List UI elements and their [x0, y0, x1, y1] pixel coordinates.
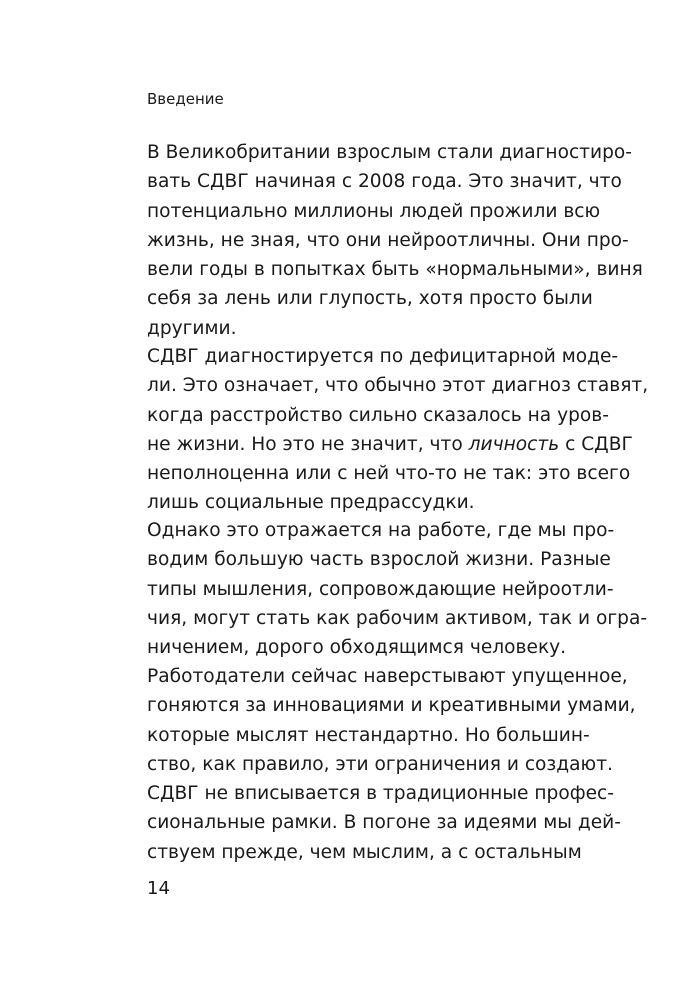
text-line: типы мышления, сопровождающие нейроотли- — [147, 578, 614, 600]
text-line: ство, как правило, эти ограничения и создают. — [147, 753, 613, 775]
text-line: ничением, дорого обходящимся человеку. — [147, 637, 567, 659]
text-span: не жизни. Но это не значит, что — [147, 433, 469, 455]
text-line: СДВГ не вписывается в традиционные профес- — [147, 783, 614, 805]
text-line: Однако это отражается на работе, где мы про- — [147, 520, 615, 541]
text-line: ли. Это означает, что обычно этот диагноз ставят, — [147, 375, 649, 397]
text-line: водим большую часть взрослой жизни. Разные — [147, 549, 611, 571]
text-line: сиональные рамки. В погоне за идеями мы дей- — [147, 812, 621, 834]
paragraph — [147, 342, 649, 518]
paragraph — [147, 662, 636, 867]
text-line: вели годы в попытках быть «нормальными», виня — [147, 259, 643, 281]
paragraph — [147, 516, 648, 662]
text-line: чия, могут стать как рабочим активом, так и огра- — [147, 607, 648, 629]
text-line: потенциально миллионы людей прожили всю — [147, 200, 601, 222]
running-header: Введение — [147, 90, 224, 108]
text-line: ствуем прежде, чем мыслим, а с остальным — [147, 841, 582, 863]
text-line: когда расстройство сильно сказалось на уров- — [147, 404, 609, 426]
text-line: гоняются за инновациями и креативными умами, — [147, 695, 636, 717]
text-line: неполноценна или с ней что-то не так: это всего — [147, 463, 631, 485]
text-span: с СДВГ — [559, 433, 633, 455]
text-line: СДВГ диагностируется по дефицитарной моде- — [147, 346, 619, 367]
text-line: которые мыслят нестандартно. Но большин- — [147, 724, 590, 746]
page-number: 14 — [147, 878, 170, 899]
text-line: В Великобритании взрослым стали диагностиро- — [147, 142, 632, 163]
text-line: себя за лень или глупость, хотя просто были — [147, 288, 593, 310]
text-line: Работодатели сейчас наверстывают упущенное, — [147, 666, 628, 687]
emphasis-word: личность — [468, 433, 560, 455]
paragraph — [147, 138, 643, 343]
text-line: другими. — [147, 317, 237, 339]
text-line: вать СДВГ начиная с 2008 года. Это значит, что — [147, 171, 622, 193]
text-line: лишь социальные предрассудки. — [147, 492, 475, 514]
text-line — [147, 430, 633, 459]
text-line: жизнь, не зная, что они нейроотличны. Они про- — [147, 229, 629, 251]
